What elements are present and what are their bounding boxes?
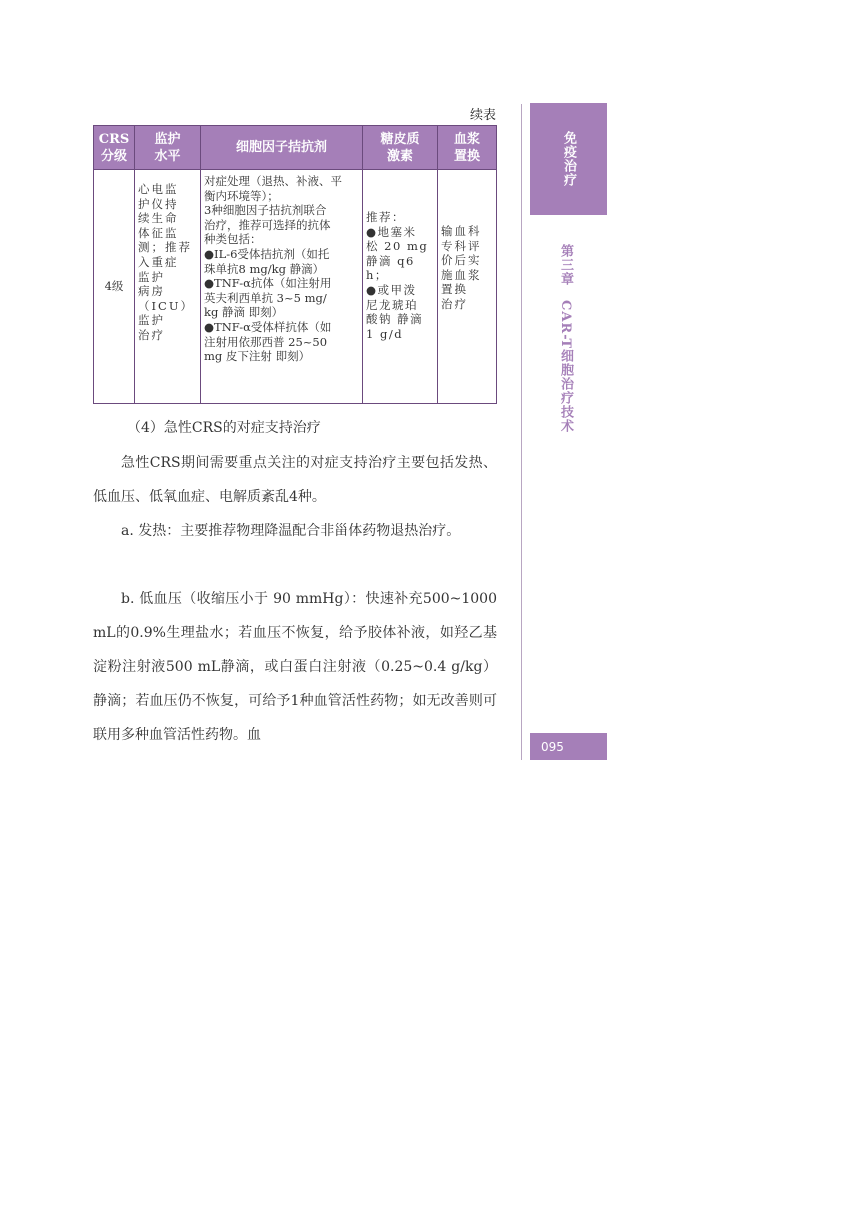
header-line: CRS (98, 131, 130, 147)
steroid-line: 1 g/d (366, 326, 404, 341)
header-cytokine-antagonist (201, 126, 363, 170)
cell-cytokine-antagonist (201, 170, 363, 404)
header-line: 细胞因子拮抗剂 (235, 140, 327, 155)
table-header-row (94, 126, 497, 170)
monitoring-line: 监护 (138, 313, 165, 328)
monitoring-line: 心电监 (138, 182, 179, 196)
steroid-line: 静滴 q6h； (366, 253, 415, 283)
section-tab-label: 免疫治疗 (561, 131, 576, 187)
cytokine-line: mg 皮下注射 即刻） (204, 349, 311, 364)
plasma-line: 输血科 (441, 224, 482, 238)
header-line: 监护 (154, 131, 181, 147)
body-paragraph-2: a. 发热：主要推荐物理降温配合非甾体药物退热治疗。 (121, 523, 461, 539)
cytokine-line: 种类包括： (204, 232, 262, 247)
monitoring-line: （ICU） (138, 298, 195, 313)
section-heading: （4）急性CRS的对症支持治疗 (127, 420, 321, 436)
steroid-line: ●或甲泼 (366, 282, 417, 297)
body-paragraph-3: b. 低血压（收缩压小于 90 mmHg）：快速补充500~1000 mL的0.9%生理盐水；若血压不恢复，给予胶体补液，如羟乙基淀粉注射液500 mL静滴，或白蛋白注射液（0.25~0.4 g/kg）静滴；若血压仍不恢复，可给予1种血管活性药物；如无改善则可联用多种血管活性药物。血 (93, 591, 497, 743)
cytokine-line: ●TNF-α受体样抗体（如 (204, 319, 332, 334)
monitoring-line: 体征监 (138, 225, 179, 240)
header-monitoring-level (135, 126, 201, 170)
page-number: 095 (530, 733, 607, 760)
header-line: 血浆 (453, 131, 480, 147)
monitoring-line: 护仪持 (138, 196, 179, 211)
cytokine-line: 注射用依那西普 25~50 (204, 334, 328, 349)
header-line: 糖皮质 (380, 131, 420, 147)
plasma-line: 治疗 (441, 296, 468, 311)
body-paragraph-1: 急性CRS期间需要重点关注的对症支持治疗主要包括发热、低血压、低氧血症、电解质紊乱4种。 (93, 455, 497, 505)
cytokine-line: 对症处理（退热、补液、平 (204, 174, 342, 188)
cytokine-line: 英夫利西单抗 3~5 mg/ (204, 290, 327, 305)
monitoring-line: 治疗 (138, 327, 165, 342)
steroid-line: ●地塞米 (366, 224, 417, 239)
monitoring-line: 监护 (138, 269, 165, 284)
header-line: 水平 (154, 148, 181, 164)
cytokine-line: 珠单抗8 mg/kg 静滴） (204, 261, 325, 276)
steroid-line: 尼龙琥珀 (366, 297, 418, 312)
table-row (94, 170, 497, 404)
header-crs-grade (94, 126, 135, 170)
header-glucocorticoid (363, 126, 438, 170)
cell-glucocorticoid (363, 170, 438, 404)
chapter-title: 第三章 CAR-T细胞治疗技术 (558, 244, 573, 434)
header-plasma-exchange (438, 126, 497, 170)
cytokine-line: ●IL-6受体拮抗剂（如托 (204, 246, 330, 261)
plasma-line: 置换 (441, 282, 468, 297)
header-line: 激素 (386, 148, 413, 164)
cell-monitoring (135, 170, 201, 404)
steroid-line: 推荐： (366, 210, 405, 224)
monitoring-line: 续生命 (138, 211, 179, 226)
cytokine-line: 治疗，推荐可选择的抗体 (204, 217, 331, 232)
header-line: 分级 (100, 148, 127, 164)
cell-grade: 4级 (94, 170, 135, 404)
plasma-line: 专科评 (441, 238, 482, 253)
steroid-line: 松 20 mg (366, 239, 429, 254)
monitoring-line: 入重症 (138, 254, 179, 269)
steroid-line: 酸钠 静滴 (366, 312, 424, 327)
continued-label: 续表 (469, 108, 496, 123)
monitoring-line: 病房 (138, 284, 165, 299)
sidebar-divider (521, 104, 522, 760)
plasma-line: 价后实 (441, 253, 482, 268)
plasma-line: 施血浆 (441, 267, 482, 282)
cytokine-line: 3种细胞因子拮抗剂联合 (204, 203, 327, 218)
cytokine-line: kg 静滴 即刻） (204, 305, 284, 320)
monitoring-line: 测；推荐 (138, 240, 192, 255)
cytokine-line: ●TNF-α抗体（如注射用 (204, 276, 332, 291)
crs-grade-table (93, 125, 497, 404)
cytokine-line: 衡内环境等）； (204, 188, 279, 203)
section-tab (530, 103, 607, 215)
header-line: 置换 (453, 148, 480, 164)
cell-plasma-exchange (438, 170, 497, 404)
